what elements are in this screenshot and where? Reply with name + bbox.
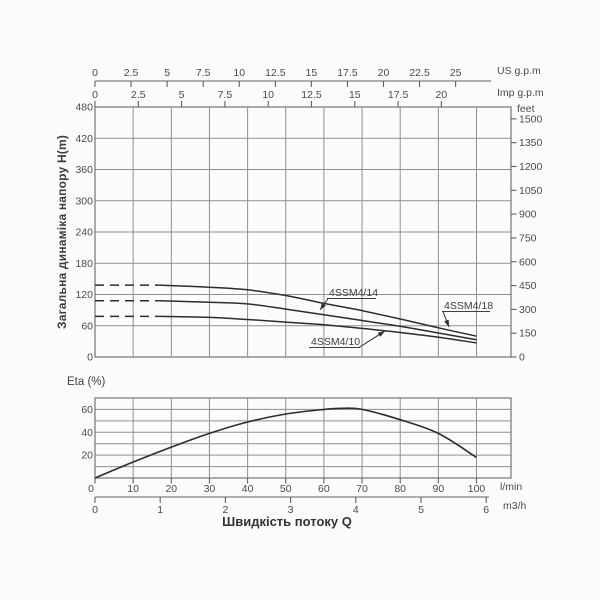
us-gpm-unit-label: US g.p.m [497, 65, 541, 77]
lmin-tick-label: 10 [127, 483, 139, 495]
curve-label-4SSM4-10: 4SSM4/10 [311, 336, 361, 348]
head-y-tick-label: 480 [75, 101, 93, 114]
imp-gpm-tick-label: 5 [178, 89, 185, 101]
us-gpm-tick-label: 5 [164, 67, 171, 79]
feet-tick-label: 300 [519, 303, 537, 316]
head-chart [75, 67, 542, 364]
feet-tick-label: 900 [519, 208, 537, 221]
eta-y-tick-label: 60 [81, 403, 93, 416]
flow-axis-title: Швидкість потоку Q [222, 514, 352, 529]
imp-gpm-tick-label: 12.5 [301, 89, 322, 101]
head-y-tick-label: 360 [75, 164, 93, 176]
head-y-tick-label: 240 [75, 226, 93, 239]
eta-chart-border [95, 398, 511, 478]
imp-gpm-tick-label: 0 [92, 89, 98, 101]
m3h-tick-label: 1 [157, 504, 164, 516]
lmin-tick-label: 100 [467, 483, 486, 495]
m3h-tick-label: 3 [287, 504, 294, 516]
m3h-unit-label: m3/h [503, 500, 527, 512]
us-gpm-tick-label: 17.5 [337, 67, 358, 79]
lmin-tick-label: 30 [203, 483, 216, 495]
imp-gpm-tick-label: 2.5 [130, 89, 146, 101]
curve-label-4SSM4-14: 4SSM4/14 [329, 287, 379, 299]
feet-unit-label: feet [517, 103, 535, 115]
curve-label-4SSM4-18: 4SSM4/18 [444, 300, 494, 312]
head-y-tick-label: 180 [75, 257, 93, 270]
lmin-tick-label: 70 [356, 483, 368, 495]
us-gpm-tick-label: 20 [377, 67, 390, 79]
us-gpm-tick-label: 10 [233, 67, 246, 79]
feet-tick-label: 450 [519, 280, 537, 293]
us-gpm-tick-label: 12.5 [265, 67, 286, 79]
feet-tick-label: 1500 [519, 113, 543, 126]
m3h-tick-label: 4 [352, 504, 359, 516]
imp-gpm-tick-label: 20 [435, 89, 448, 101]
m3h-tick-label: 0 [92, 504, 98, 516]
lmin-tick-label: 90 [432, 483, 445, 495]
us-gpm-tick-label: 7.5 [195, 67, 211, 79]
eta-y-tick-label: 20 [81, 449, 93, 462]
us-gpm-tick-label: 25 [449, 67, 462, 79]
feet-tick-label: 150 [519, 327, 537, 340]
curve-callout-4SSM4-10-arrowhead [378, 331, 385, 337]
imp-gpm-unit-label: Imp g.p.m [497, 87, 544, 99]
imp-gpm-tick-label: 7.5 [217, 89, 233, 101]
feet-tick-label: 750 [519, 232, 537, 245]
eta-chart [81, 398, 511, 516]
imp-gpm-tick-label: 17.5 [387, 89, 409, 101]
us-gpm-tick-label: 22.5 [409, 67, 430, 79]
head-y-tick-label: 60 [81, 320, 93, 333]
lmin-tick-label: 40 [241, 483, 254, 495]
us-gpm-tick-label: 2.5 [123, 67, 139, 79]
lmin-tick-label: 80 [394, 483, 407, 495]
imp-gpm-tick-label: 15 [348, 89, 361, 101]
head-y-tick-label: 420 [75, 132, 93, 145]
head-axis-title: Загальна динаміка напору H(m) [55, 134, 69, 330]
feet-tick-label: 1350 [519, 137, 543, 150]
us-gpm-tick-label: 15 [305, 67, 318, 79]
feet-tick-label: 0 [519, 351, 525, 364]
head-y-tick-label: 120 [75, 289, 93, 301]
feet-tick-label: 1200 [519, 161, 543, 173]
m3h-tick-label: 6 [483, 504, 490, 516]
lmin-tick-label: 0 [88, 483, 94, 495]
lmin-tick-label: 20 [165, 483, 178, 495]
curve-4SSM4-18 [160, 285, 477, 336]
eta-axis-title: Eta (%) [67, 376, 106, 388]
lmin-unit-label: l/min [500, 481, 523, 493]
us-gpm-tick-label: 0 [92, 67, 98, 79]
feet-tick-label: 600 [519, 256, 537, 269]
lmin-tick-label: 50 [279, 483, 292, 495]
m3h-tick-label: 5 [418, 504, 424, 516]
eta-y-tick-label: 40 [81, 426, 93, 439]
feet-tick-label: 1050 [519, 184, 543, 197]
head-y-tick-label: 0 [87, 351, 93, 364]
m3h-tick-label: 2 [222, 504, 229, 516]
head-y-tick-label: 300 [75, 195, 93, 208]
lmin-tick-label: 60 [318, 483, 330, 495]
imp-gpm-tick-label: 10 [262, 89, 275, 101]
curve-4SSM4-14 [160, 301, 477, 340]
